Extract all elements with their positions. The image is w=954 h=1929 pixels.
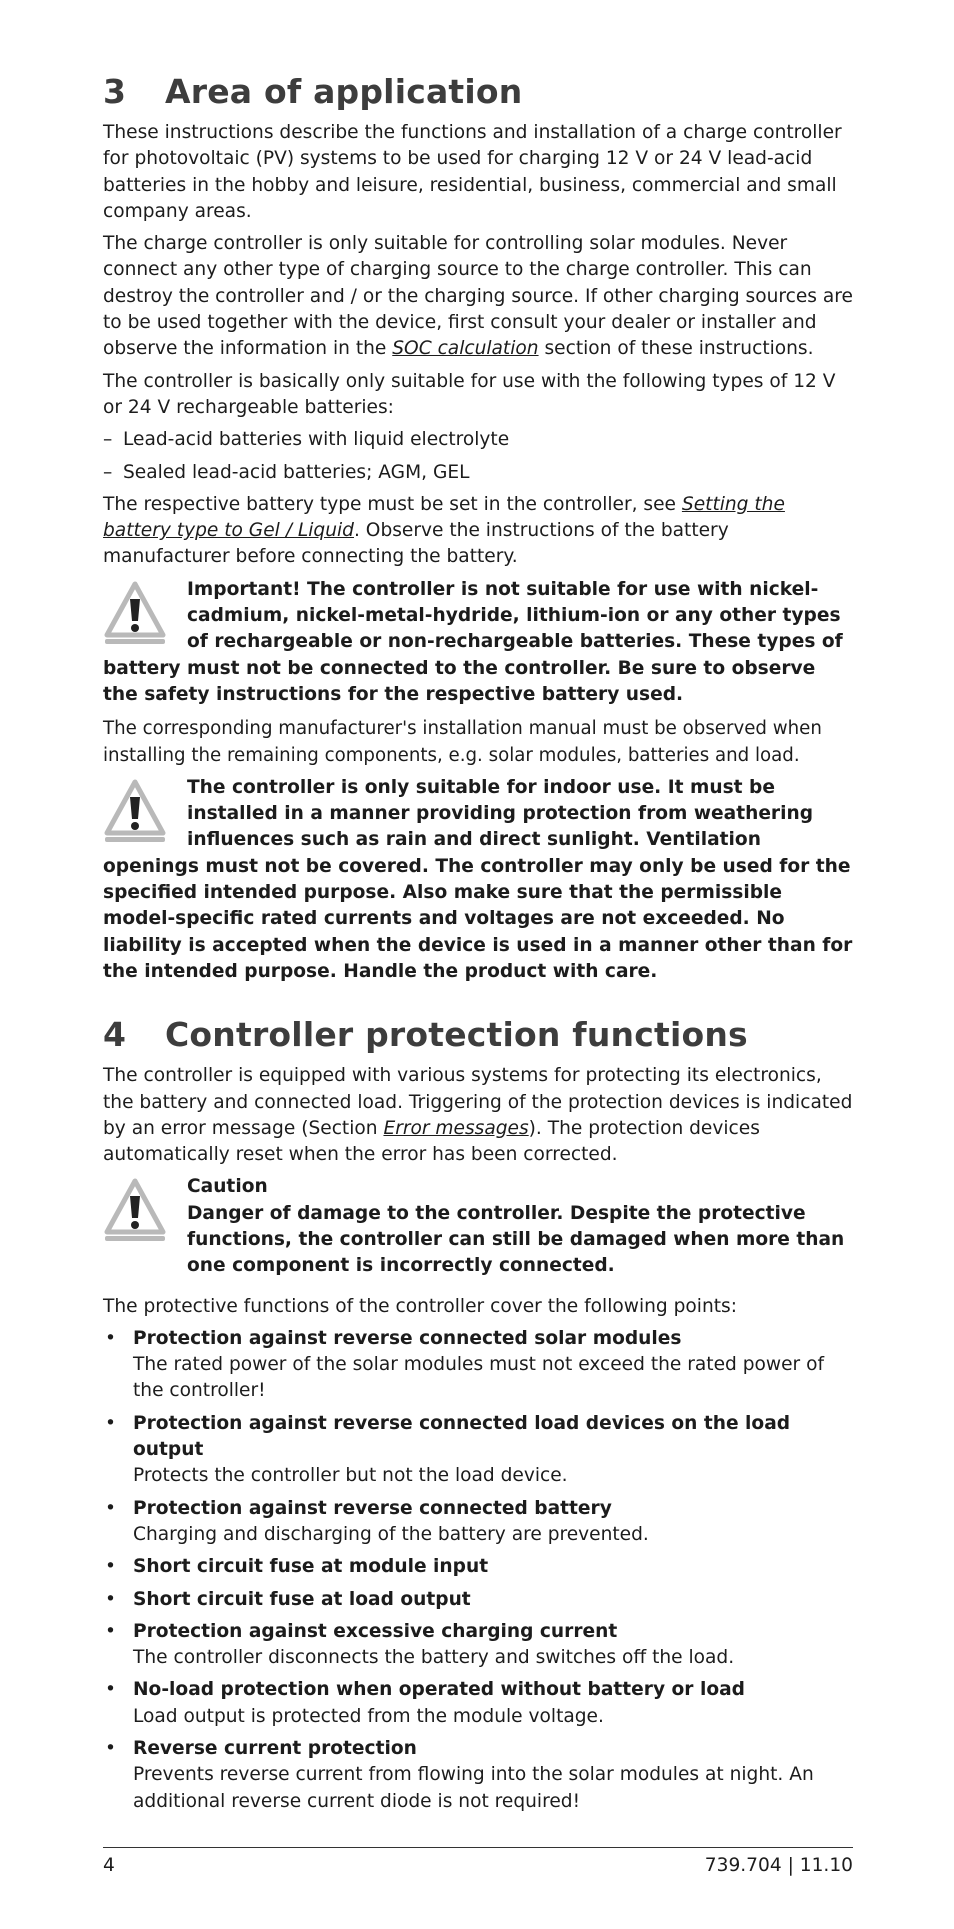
list-item [103, 1326, 853, 1405]
section-3-heading [103, 72, 853, 112]
list-item-title: No-load protection when operated without battery or load [133, 1679, 745, 1701]
list-item-desc: The rated power of the solar modules must not exceed the rated power of the controller! [133, 1354, 825, 1402]
bullet-icon: • [105, 1497, 116, 1519]
section-4-number: 4 [103, 1015, 127, 1055]
document-reference: 739.704 | 11.10 [704, 1855, 853, 1876]
battery-type-item: – Sealed lead-acid batteries; AGM, GEL [103, 460, 853, 486]
list-item [103, 1677, 853, 1730]
list-item-desc: Protects the controller but not the load device. [133, 1465, 568, 1487]
list-item-title: Protection against reverse connected load devices on the load output [133, 1412, 791, 1461]
section-3-title: Area of application [165, 72, 523, 111]
bullet-icon: • [105, 1738, 116, 1760]
battery-warning-text: Important! The controller is not suitable for use with nickel-cadmium, nickel-metal-hydride, lithium-ion or any other types of rechargeable or non-rechargeable batteries. These types of battery must not be connected to the controller. Be sure to observe the safety instructions for the respective battery used. [103, 578, 843, 705]
list-item-title: Protection against excessive charging current [133, 1620, 618, 1642]
list-item-title: Short circuit fuse at module input [133, 1556, 489, 1578]
installation-manual-paragraph: The corresponding manufacturer's installation manual must be observed when installing the remaining components, e.g. solar modules, batteries and load. [103, 718, 822, 766]
page-number: 4 [103, 1855, 115, 1876]
list-item-title: Protection against reverse connected battery [133, 1497, 612, 1519]
caution-title: Caution [187, 1176, 268, 1198]
list-item-title: Short circuit fuse at load output [133, 1588, 471, 1610]
battery-type-item: – Lead-acid batteries with liquid electrolyte [103, 427, 853, 453]
list-item [103, 1411, 853, 1490]
protection-list [103, 1326, 853, 1815]
battery-warning-block [103, 577, 853, 708]
warning-triangle-icon [103, 1176, 167, 1244]
battery-types-intro: The controller is basically only suitable for use with the following types of 12 V or 24 V rechargeable batteries: [103, 370, 836, 418]
battery-type-setting-paragraph: The respective battery type must be set in the controller, see Setting the battery type to Gel / Liquid. Observe the instructions of the battery manufacturer before connecting the battery. [103, 493, 785, 568]
section-4-title: Controller protection functions [165, 1015, 748, 1055]
footer-divider [103, 1847, 853, 1848]
soc-calculation-link[interactable]: SOC calculation [392, 338, 539, 360]
error-messages-link[interactable]: Error messages [383, 1117, 529, 1139]
list-item [103, 1587, 853, 1613]
indoor-use-warning-text: The controller is only suitable for indoor use. It must be installed in a manner providing protection from weathering influences such as rain and direct sunlight. Ventilation openings must not be covered. The controller may only be used for the specified intended purpose. Also make sure that the permissible model-specific rated currents and voltages are not exceeded. No liability is accepted when the device is used in a manner other than for the intended purpose. Handle the product with care. [103, 776, 853, 982]
bullet-icon: • [105, 1620, 116, 1642]
list-item [103, 1619, 853, 1672]
list-item-desc: Load output is protected from the module voltage. [133, 1705, 604, 1727]
bullet-icon: • [105, 1556, 116, 1578]
page-footer [103, 1853, 853, 1879]
indoor-use-warning-block [103, 775, 853, 985]
list-item-desc: Prevents reverse current from flowing into the solar modules at night. An additional reverse current diode is not required! [133, 1764, 814, 1812]
caution-text: Danger of damage to the controller. Despite the protective functions, the controller can still be damaged when more than one component is incorrectly connected. [187, 1202, 845, 1277]
bullet-icon: • [105, 1679, 116, 1701]
bullet-icon: • [105, 1327, 116, 1349]
warning-triangle-icon [103, 579, 167, 647]
charging-source-paragraph: The charge controller is only suitable for controlling solar modules. Never connect any other type of charging source to the charge controller. This can destroy the controller and / or the charging source. If other charging sources are to be used together with the device, first consult your dealer or installer and observe the information in the SOC calculation section of these instructions. [103, 233, 853, 360]
section-3-number: 3 [103, 72, 127, 111]
list-item-title: Reverse current protection [133, 1738, 417, 1760]
list-item [103, 1554, 853, 1580]
list-item-desc: The controller disconnects the battery and switches off the load. [133, 1647, 735, 1669]
intro-paragraph: These instructions describe the functions and installation of a charge controller for photovoltaic (PV) systems to be used for charging 12 V or 24 V lead-acid batteries in the hobby and leisure, residential, business, commercial and small company areas. [103, 122, 842, 222]
battery-type-setting-link[interactable]: Setting the battery type to Gel / Liquid [103, 493, 785, 542]
section-4-heading [103, 1015, 853, 1055]
warning-triangle-icon [103, 777, 167, 845]
protective-functions-intro: The protective functions of the controller cover the following points: [103, 1295, 737, 1317]
bullet-icon: • [105, 1588, 116, 1610]
list-item-title: Protection against reverse connected solar modules [133, 1327, 682, 1349]
document-page [103, 72, 853, 1821]
protection-intro-paragraph: The controller is equipped with various systems for protecting its electronics, the battery and connected load. Triggering of the protection devices is indicated by an error message (Section Error messages). The protection devices automatically reset when the error has been corrected. [103, 1065, 853, 1166]
list-item [103, 1736, 853, 1815]
list-item-desc: Charging and discharging of the battery are prevented. [133, 1523, 649, 1545]
caution-block [103, 1174, 853, 1279]
list-item [103, 1496, 853, 1549]
bullet-icon: • [105, 1412, 116, 1434]
